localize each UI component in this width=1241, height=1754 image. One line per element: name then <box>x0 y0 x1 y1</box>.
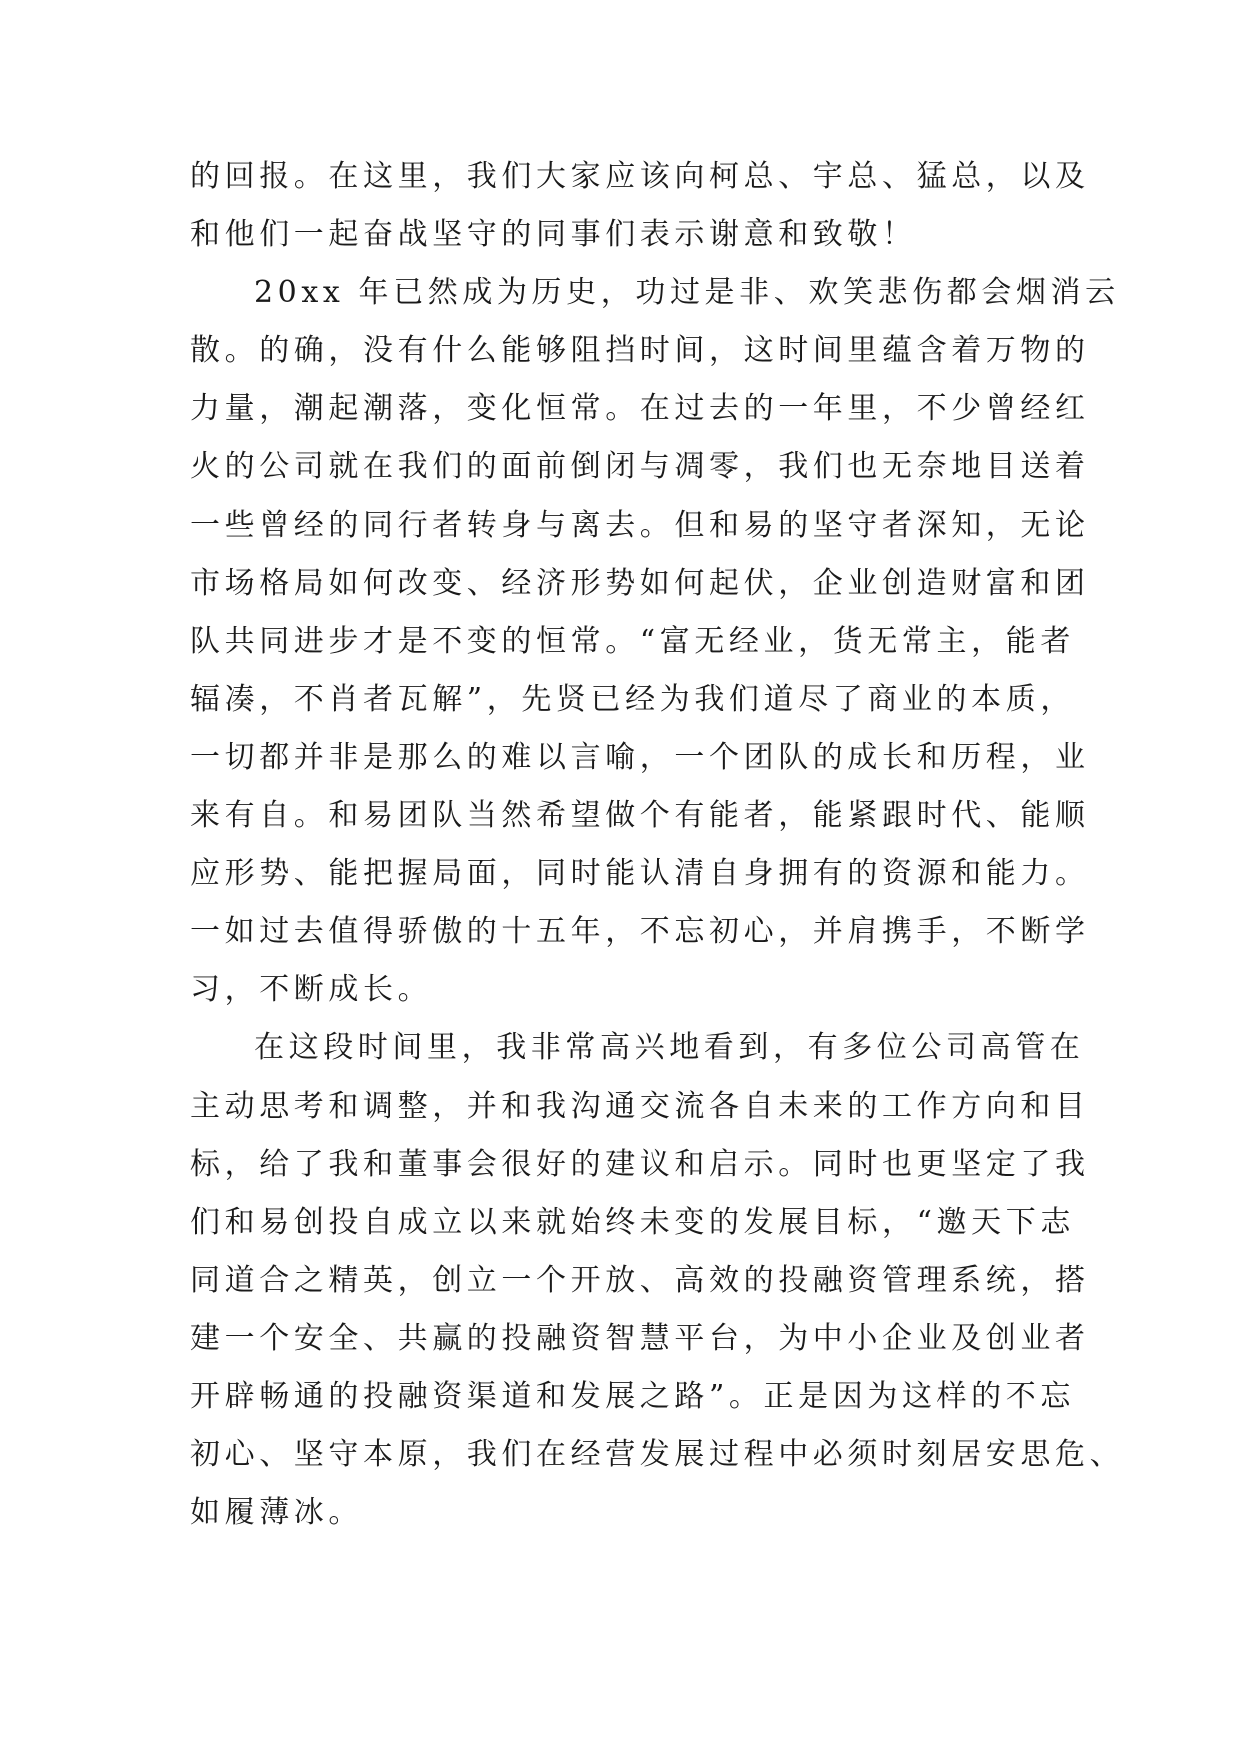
text-line: 火的公司就在我们的面前倒闭与凋零，我们也无奈地目送着 <box>190 449 1090 485</box>
body-text <box>190 148 1125 1542</box>
text-line: 一些曾经的同行者转身与离去。但和易的坚守者深知，无论 <box>190 507 1090 543</box>
text-line: 初心、坚守本原，我们在经营发展过程中必须时刻居安思危、 <box>190 1437 1125 1473</box>
text-line: 散。的确，没有什么能够阻挡时间，这时间里蕴含着万物的 <box>190 333 1090 369</box>
text-line: 在这段时间里，我非常高兴地看到，有多位公司高管在 <box>254 1030 1085 1066</box>
text-line: 辐凑，不肖者瓦解”，先贤已经为我们道尽了商业的本质， <box>190 681 1075 717</box>
text-line: 一切都并非是那么的难以言喻，一个团队的成长和历程，业 <box>190 739 1090 775</box>
text-line: 主动思考和调整，并和我沟通交流各自未来的工作方向和目 <box>190 1088 1090 1124</box>
text-line: 市场格局如何改变、经济形势如何起伏，企业创造财富和团 <box>190 565 1090 601</box>
text-line: 如履薄冰。 <box>190 1495 363 1531</box>
text-line: 来有自。和易团队当然希望做个有能者，能紧跟时代、能顺 <box>190 798 1090 834</box>
text-line: 和他们一起奋战坚守的同事们表示谢意和致敬！ <box>190 217 917 253</box>
text-line: 们和易创投自成立以来就始终未变的发展目标，“邀天下志 <box>190 1204 1075 1240</box>
text-line: 建一个安全、共赢的投融资智慧平台，为中小企业及创业者 <box>190 1320 1090 1356</box>
text-line: 应形势、能把握局面，同时能认清自身拥有的资源和能力。 <box>190 856 1090 892</box>
text-line: 力量，潮起潮落，变化恒常。在过去的一年里，不少曾经红 <box>190 391 1090 427</box>
text-line: 一如过去值得骄傲的十五年，不忘初心，并肩携手，不断学 <box>190 914 1090 950</box>
text-line: 同道合之精英，创立一个开放、高效的投融资管理系统，搭 <box>190 1262 1090 1298</box>
text-line: 20xx 年已然成为历史，功过是非、欢笑悲伤都会烟消云 <box>254 275 1120 311</box>
text-line: 开辟畅通的投融资渠道和发展之路”。正是因为这样的不忘 <box>190 1378 1075 1414</box>
text-line: 的回报。在这里，我们大家应该向柯总、宇总、猛总，以及 <box>190 159 1090 194</box>
text-line: 标，给了我和董事会很好的建议和启示。同时也更坚定了我 <box>190 1146 1090 1182</box>
text-line: 队共同进步才是不变的恒常。“富无经业，货无常主，能者 <box>190 623 1075 659</box>
text-line: 习，不断成长。 <box>190 972 433 1008</box>
